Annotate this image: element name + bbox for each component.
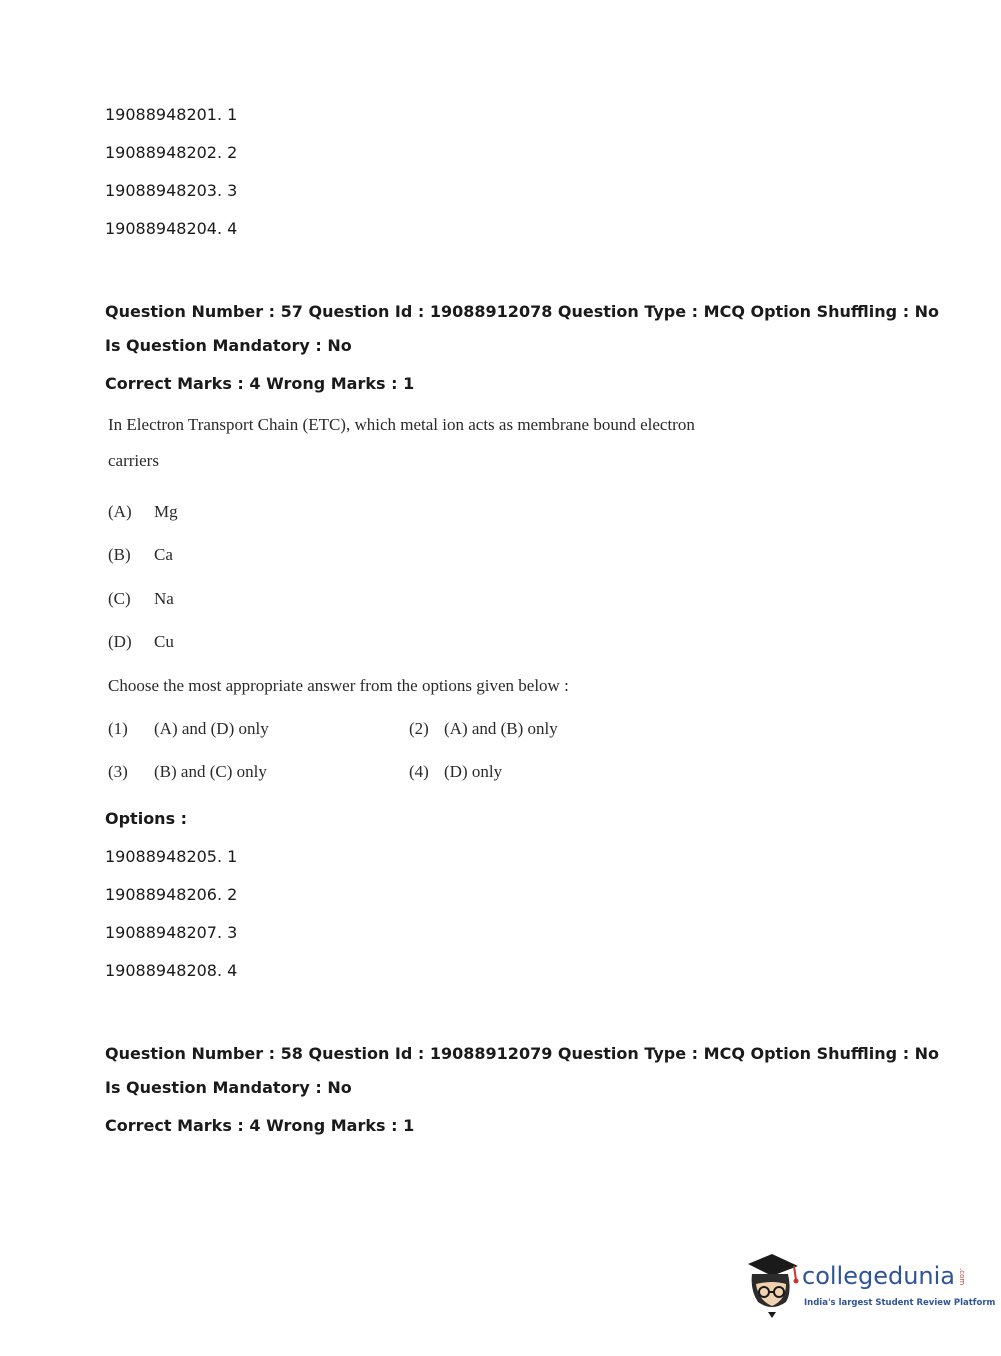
q57-option-3: 19088948207. 3 <box>105 923 238 942</box>
q57-answer-3-text: (B) and (C) only <box>154 762 267 781</box>
q57-choice-b-label: (B) <box>108 545 131 564</box>
q57-answer-2-text: (A) and (B) only <box>444 719 558 738</box>
q57-answer-1-text: (A) and (D) only <box>154 719 269 738</box>
q57-question-line1: In Electron Transport Chain (ETC), which metal ion acts as membrane bound electron <box>108 415 695 434</box>
q58-header-line1: Question Number : 58 Question Id : 19088912079 Question Type : MCQ Option Shuffling : No <box>105 1044 940 1063</box>
q57-choice-b-text: Ca <box>154 545 173 564</box>
prev-option-3: 19088948203. 3 <box>105 181 238 200</box>
q58-header-line2: Is Question Mandatory : No <box>105 1078 352 1097</box>
q57-choice-d-label: (D) <box>108 632 132 651</box>
q58-marks: Correct Marks : 4 Wrong Marks : 1 <box>105 1116 415 1135</box>
collegedunia-logo <box>742 1250 996 1320</box>
logo-suffix: .com <box>958 1268 966 1286</box>
q57-question-line2: carriers <box>108 451 159 470</box>
mascot-icon <box>742 1250 804 1320</box>
q57-options-heading: Options : <box>105 809 188 828</box>
q57-option-4: 19088948208. 4 <box>105 961 238 980</box>
q57-choice-c-label: (C) <box>108 589 131 608</box>
q57-answer-1-label: (1) <box>108 719 128 738</box>
q57-choice-d-text: Cu <box>154 632 174 651</box>
q57-instruction: Choose the most appropriate answer from the options given below : <box>108 676 569 695</box>
q57-answer-4-text: (D) only <box>444 762 503 781</box>
q57-answer-2-label: (2) <box>409 719 429 738</box>
logo-wordmark: collegedunia <box>802 1262 956 1290</box>
prev-option-2: 19088948202. 2 <box>105 143 238 162</box>
prev-option-1: 19088948201. 1 <box>105 105 238 124</box>
q57-header-line2: Is Question Mandatory : No <box>105 336 352 355</box>
q57-choice-c-text: Na <box>154 589 174 608</box>
q57-option-1: 19088948205. 1 <box>105 847 238 866</box>
q57-header-line1: Question Number : 57 Question Id : 19088912078 Question Type : MCQ Option Shuffling : No <box>105 302 940 321</box>
q57-choice-a-text: Mg <box>154 502 178 521</box>
q57-answer-3-label: (3) <box>108 762 128 781</box>
q57-marks: Correct Marks : 4 Wrong Marks : 1 <box>105 374 415 393</box>
prev-option-4: 19088948204. 4 <box>105 219 238 238</box>
logo-tagline: India's largest Student Review Platform <box>804 1298 996 1308</box>
q57-option-2: 19088948206. 2 <box>105 885 238 904</box>
q57-answer-4-label: (4) <box>409 762 429 781</box>
q57-choice-a-label: (A) <box>108 502 132 521</box>
